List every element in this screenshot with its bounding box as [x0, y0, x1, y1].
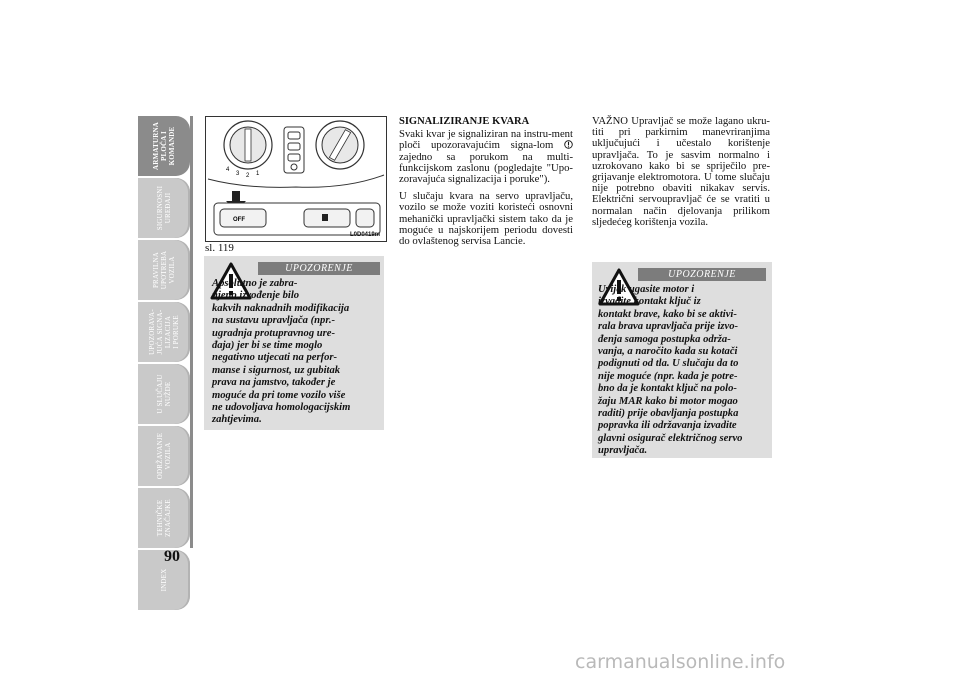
- paragraph-1: Svaki kvar je signaliziran na instru-ment ploči upozoravajućim signa-lom zajedno sa porukom na multi-funkcijskom zaslonu (pogledajte "Upo-zoravajuća signalizacija i poruke").: [399, 128, 573, 186]
- steering-warning-icon: [564, 140, 573, 149]
- warning-title: UPOZORENJE: [638, 268, 766, 281]
- lock-icon: [322, 214, 328, 221]
- tab-odrzavanje-vozila[interactable]: ODRŽAVANJE VOZILA: [138, 426, 190, 486]
- left-knob-icon: [224, 121, 272, 179]
- right-knob-icon: [316, 121, 364, 169]
- tab-upozoravajuca-signalizacija[interactable]: UPOZORAVA- JUĆA SIGNA- LIZACIJA I PORUKE: [138, 302, 190, 362]
- tab-sigurnosni-uredaji[interactable]: SIGURNOSNI UREĐAJI: [138, 178, 190, 238]
- figure-caption: sl. 119: [205, 242, 234, 254]
- center-buttons-icon: [284, 127, 304, 173]
- figure-code: L0D0419m: [350, 232, 381, 238]
- dashboard-figure: [205, 116, 387, 242]
- warning-title: UPOZORENJE: [258, 262, 380, 275]
- svg-text:1: 1: [256, 171, 260, 177]
- important-paragraph: VAŽNO Upravljač se može lagano ukru-titi pri parkirnim manevriranjima uključujući i učestalo korištenje upravljača. To je sasvim normalno i uzrokovano kako bi se spriječilo pre-grijavanje elektromotora. U tome slučaju nije potrebno obaviti nikakav servis. Električni servoupravljač će se vratiti u normalan način djelovanja prilikom sljedećeg korištenja vozila.: [592, 115, 770, 228]
- section-heading: SIGNALIZIRANJE KVARA: [399, 116, 530, 127]
- tab-pravilna-upotreba[interactable]: PRAVILNA UPOTREBA VOZILA: [138, 240, 190, 300]
- page-number: 90: [164, 548, 180, 565]
- paragraph-2: U slučaju kvara na servo upravljaču, vozilo se može voziti koristeći osnovni mehanički upravljački sistem tako da je moguće u najskorijem periodu dovesti do ovlaštenog servisa Lancie.: [399, 190, 573, 248]
- tab-armaturna-ploca[interactable]: ARMATURNA PLOČA I KOMANDE: [138, 116, 190, 176]
- warning-text: Apsolutno je zabra- njeno izvođenje bilo kakvih naknadnih modifikacija na sustavu upravljača (npr.- ugradnja protupravnog ure- đaja) jer bi se time moglo negativno utjecati na perfor- manse i sigurnost, uz gubitak prava na jamstvo, također je moguće da pri tome vozilo više ne udovoljava homologacijskim zahtjevima.: [212, 278, 351, 426]
- important-text-column: [592, 116, 770, 234]
- off-button-label: OFF: [233, 217, 245, 223]
- watermark: carmanualsonline.info: [575, 651, 786, 673]
- svg-text:2: 2: [246, 173, 250, 179]
- svg-text:4: 4: [226, 167, 230, 173]
- main-text-column: [399, 116, 573, 253]
- warning-box-1: [204, 256, 384, 430]
- warning-box-2: [592, 262, 772, 458]
- tab-u-slucaju-nuzde[interactable]: U SLUČAJU NUŽDE: [138, 364, 190, 424]
- tab-divider: [190, 116, 193, 548]
- svg-text:3: 3: [236, 171, 240, 177]
- dashboard-illustration: [206, 117, 386, 241]
- warning-text: Uvijek ugasite motor i izvadite kontakt ključ iz kontakt brave, kako bi se aktivi- rala brava upravljača prije izvo- đenja samoga postupka održa- vanja, a naročito kada su kotači podignuti od tla. U slučaju da to nije moguće (npr. kada je potre- bno da je kontakt ključ na polo- žaju MAR kako bi motor mogao raditi) prije obavljanja postupka popravka ili održavanja izvadite glavni osigurač električnog servo upravljača.: [598, 284, 743, 457]
- tab-index[interactable]: INDEX: [138, 550, 190, 610]
- tab-tehnicke-znacajke[interactable]: TEHNIČKE ZNAČAJKE: [138, 488, 190, 548]
